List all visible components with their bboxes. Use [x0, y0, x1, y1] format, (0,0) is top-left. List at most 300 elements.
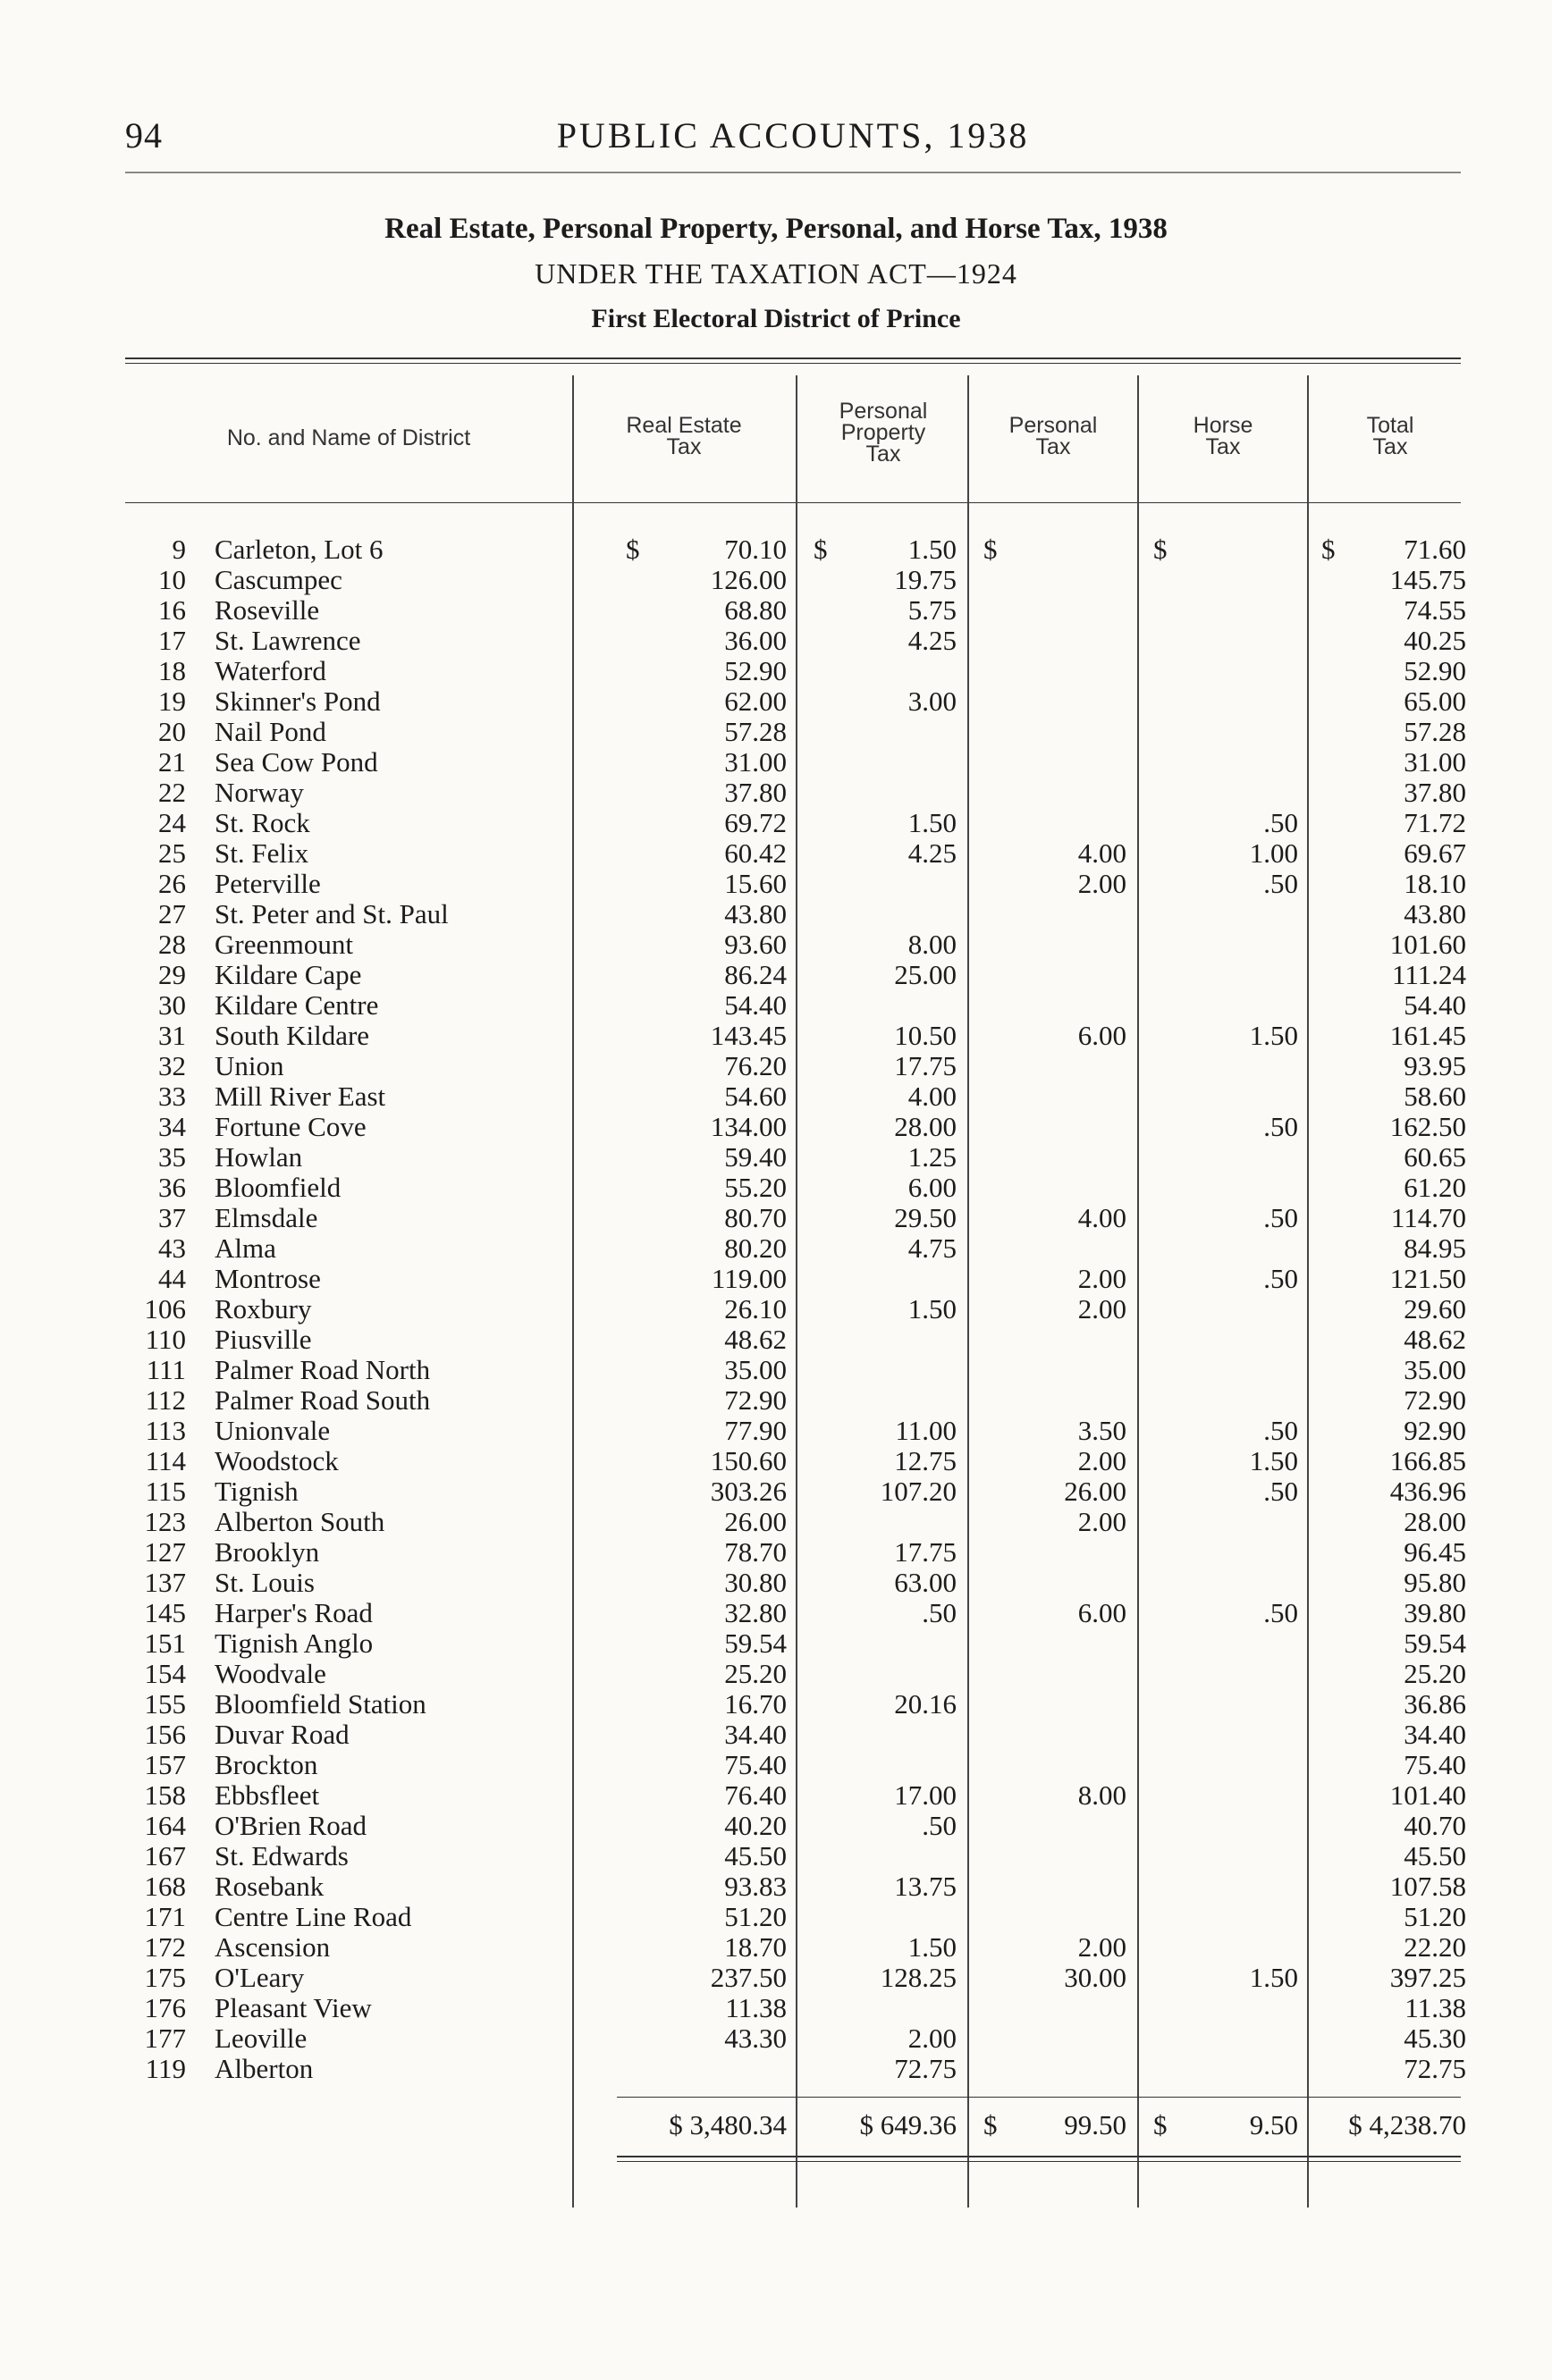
personal-property-tax: 8.00: [907, 929, 957, 960]
horse-tax: .50: [1263, 1263, 1298, 1294]
district-number: 21: [158, 746, 186, 778]
real-estate-tax: 55.20: [724, 1172, 787, 1203]
district-name: Cascumpec: [215, 565, 342, 595]
table-title: Real Estate, Personal Property, Personal, and Horse Tax, 1938: [384, 213, 1168, 245]
personal-property-tax: .50: [922, 1597, 957, 1628]
real-estate-tax: 76.40: [724, 1779, 787, 1811]
district-number: 35: [158, 1141, 186, 1173]
table-row: [0, 990, 1552, 1021]
real-estate-tax: 54.60: [724, 1081, 787, 1112]
real-estate-tax: 119.00: [711, 1263, 787, 1294]
real-estate-tax: 48.62: [724, 1324, 787, 1355]
district-name: Skinner's Pond: [215, 686, 381, 717]
horse-tax: 1.50: [1249, 1962, 1298, 1993]
header-personal-property: Personal Property Tax: [839, 399, 928, 467]
district-number: 172: [144, 1931, 186, 1963]
district-name: Alma: [215, 1233, 276, 1264]
table-row: [0, 1689, 1552, 1720]
district-number: 9: [172, 534, 186, 565]
table-row: [0, 2054, 1552, 2084]
table-row: [0, 1112, 1552, 1142]
total-tax: 61.20: [1404, 1172, 1466, 1203]
total-tax: 35.00: [1404, 1354, 1466, 1385]
personal-property-tax: 20.16: [894, 1688, 957, 1720]
total-tax: 45.50: [1404, 1840, 1466, 1871]
table-subtitle: UNDER THE TAXATION ACT—1924: [535, 257, 1017, 290]
total-tax: 75.40: [1404, 1749, 1466, 1780]
district-number: 176: [144, 1992, 186, 2023]
personal-tax: 4.00: [1077, 1202, 1126, 1233]
personal-property-tax: 1.50: [907, 1931, 957, 1963]
total-tax: 18.10: [1404, 868, 1466, 899]
district-number: 155: [144, 1688, 186, 1720]
total-tax: 58.60: [1404, 1081, 1466, 1112]
total-tax: 45.30: [1404, 2023, 1466, 2054]
district-number: 175: [144, 1962, 186, 1993]
district-name: Alberton: [215, 2054, 314, 2084]
horse-tax: .50: [1263, 1202, 1298, 1233]
total-tax: 54.40: [1404, 989, 1466, 1021]
district-number: 127: [144, 1536, 186, 1568]
district-name: Nail Pond: [215, 717, 326, 747]
total-tax: 162.50: [1389, 1111, 1466, 1142]
totals-bottom-rule-double: [617, 2161, 1461, 2162]
table-row: [0, 1932, 1552, 1963]
total-tax: 72.75: [1404, 2053, 1466, 2084]
total-tax: 57.28: [1404, 716, 1466, 747]
real-estate-tax: 26.00: [724, 1506, 787, 1537]
total-tax: 111.24: [1392, 959, 1466, 990]
table-row: [0, 1355, 1552, 1385]
horse-tax: .50: [1263, 1597, 1298, 1628]
district-number: 154: [144, 1658, 186, 1689]
district-name: Palmer Road North: [215, 1355, 431, 1385]
district-name: Centre Line Road: [215, 1902, 412, 1932]
personal-tax: 30.00: [1064, 1962, 1126, 1993]
district-name: Rosebank: [215, 1871, 325, 1902]
personal-property-tax: 1.50: [907, 534, 957, 565]
real-estate-tax: 52.90: [724, 655, 787, 686]
table-row: [0, 1507, 1552, 1537]
real-estate-tax: 77.90: [724, 1415, 787, 1446]
district-name: Greenmount: [215, 929, 353, 960]
table-row: [0, 838, 1552, 869]
total-tax: 161.45: [1389, 1020, 1466, 1051]
total-tax: 107.58: [1389, 1871, 1466, 1902]
real-estate-tax: 93.60: [724, 929, 787, 960]
personal-property-tax: 19.75: [894, 564, 957, 595]
table-row: [0, 1325, 1552, 1355]
total-horse-dollar: $: [1153, 2109, 1168, 2140]
district-name: Bloomfield Station: [215, 1689, 426, 1720]
table-row: [0, 565, 1552, 595]
currency-total: $: [1321, 534, 1336, 565]
table-row: [0, 899, 1552, 929]
table-row: [0, 1659, 1552, 1689]
table-row: [0, 1537, 1552, 1568]
district-name: St. Rock: [215, 808, 310, 838]
district-number: 43: [158, 1232, 186, 1264]
district-number: 32: [158, 1050, 186, 1081]
district-number: 119: [145, 2053, 186, 2084]
horse-tax: .50: [1263, 1476, 1298, 1507]
district-number: 110: [145, 1324, 186, 1355]
district-name: Leoville: [215, 2023, 308, 2054]
real-estate-tax: 11.38: [725, 1992, 787, 2023]
table-row: [0, 1294, 1552, 1325]
total-grand: $ 4,238.70: [1348, 2109, 1466, 2140]
total-tax: 92.90: [1404, 1415, 1466, 1446]
real-estate-tax: 80.20: [724, 1232, 787, 1264]
real-estate-tax: 69.72: [724, 807, 787, 838]
personal-tax: 3.50: [1077, 1415, 1126, 1446]
table-row: [0, 960, 1552, 990]
table-row: [0, 1173, 1552, 1203]
horse-tax: .50: [1263, 1415, 1298, 1446]
personal-property-tax: 4.25: [907, 837, 957, 869]
total-tax: 39.80: [1404, 1597, 1466, 1628]
district-name: St. Felix: [215, 838, 309, 869]
total-personal: 99.50: [1064, 2109, 1126, 2140]
table-row: [0, 1811, 1552, 1841]
total-tax: 22.20: [1404, 1931, 1466, 1963]
district-name: Montrose: [215, 1264, 321, 1294]
personal-property-tax: 72.75: [894, 2053, 957, 2084]
district-number: 111: [146, 1354, 186, 1385]
personal-tax: 4.00: [1077, 837, 1126, 869]
total-tax: 29.60: [1404, 1293, 1466, 1325]
real-estate-tax: 57.28: [724, 716, 787, 747]
district-title: First Electoral District of Prince: [591, 304, 961, 333]
total-tax: 101.40: [1389, 1779, 1466, 1811]
table-row: [0, 1142, 1552, 1173]
personal-property-tax: 1.25: [907, 1141, 957, 1173]
running-title: PUBLIC ACCOUNTS, 1938: [556, 115, 1030, 156]
real-estate-tax: 143.45: [710, 1020, 787, 1051]
district-name: Piusville: [215, 1325, 312, 1355]
personal-property-tax: 3.00: [907, 685, 957, 717]
real-estate-tax: 43.80: [724, 898, 787, 929]
table-row: [0, 869, 1552, 899]
real-estate-tax: 34.40: [724, 1719, 787, 1750]
district-name: Bloomfield: [215, 1173, 342, 1203]
district-number: 16: [158, 594, 186, 626]
personal-property-tax: 10.50: [894, 1020, 957, 1051]
real-estate-tax: 68.80: [724, 594, 787, 626]
total-tax: 28.00: [1404, 1506, 1466, 1537]
currency-personal: $: [983, 534, 998, 565]
table-row: [0, 686, 1552, 717]
district-number: 115: [145, 1476, 186, 1507]
real-estate-tax: 31.00: [724, 746, 787, 778]
personal-property-tax: 4.25: [907, 625, 957, 656]
district-name: Sea Cow Pond: [215, 747, 378, 778]
personal-property-tax: 5.75: [907, 594, 957, 626]
header-bottom-rule: [125, 502, 1461, 503]
personal-property-tax: 11.00: [895, 1415, 957, 1446]
district-name: Woodvale: [215, 1659, 326, 1689]
real-estate-tax: 30.80: [724, 1567, 787, 1598]
personal-property-tax: 25.00: [894, 959, 957, 990]
district-number: 167: [144, 1840, 186, 1871]
total-tax: 71.72: [1404, 807, 1466, 838]
district-number: 37: [158, 1202, 186, 1233]
table-row: [0, 929, 1552, 960]
real-estate-tax: 237.50: [710, 1962, 787, 1993]
district-number: 156: [144, 1719, 186, 1750]
real-estate-tax: 36.00: [724, 625, 787, 656]
district-number: 145: [144, 1597, 186, 1628]
personal-property-tax: 63.00: [894, 1567, 957, 1598]
table-row: [0, 626, 1552, 656]
district-number: 26: [158, 868, 186, 899]
real-estate-tax: 75.40: [724, 1749, 787, 1780]
real-estate-tax: 54.40: [724, 989, 787, 1021]
table-row: [0, 778, 1552, 808]
total-tax: 93.95: [1404, 1050, 1466, 1081]
horse-tax: 1.50: [1249, 1020, 1298, 1051]
total-tax: 48.62: [1404, 1324, 1466, 1355]
personal-property-tax: 28.00: [894, 1111, 957, 1142]
total-tax: 34.40: [1404, 1719, 1466, 1750]
total-horse: 9.50: [1249, 2109, 1298, 2140]
district-name: Ebbsfleet: [215, 1780, 320, 1811]
header-personal: Personal Tax: [1008, 413, 1098, 459]
total-tax: 84.95: [1404, 1232, 1466, 1264]
total-tax: 101.60: [1389, 929, 1466, 960]
table-row: [0, 1233, 1552, 1264]
total-tax: 25.20: [1404, 1658, 1466, 1689]
district-number: 114: [145, 1445, 186, 1476]
district-name: Waterford: [215, 656, 326, 686]
district-name: Union: [215, 1051, 284, 1081]
district-number: 158: [144, 1779, 186, 1811]
table-row: [0, 2023, 1552, 2054]
district-name: Harper's Road: [215, 1598, 373, 1628]
totals-top-rule: [617, 2097, 1461, 2098]
district-number: 22: [158, 777, 186, 808]
district-name: Alberton South: [215, 1507, 385, 1537]
table-row: [0, 1264, 1552, 1294]
table-top-rule: [125, 357, 1461, 359]
total-tax: 74.55: [1404, 594, 1466, 626]
table-row: [0, 1628, 1552, 1659]
district-name: St. Edwards: [215, 1841, 349, 1871]
total-tax: 72.90: [1404, 1384, 1466, 1416]
district-name: O'Brien Road: [215, 1811, 367, 1841]
district-name: Woodstock: [215, 1446, 339, 1476]
personal-tax: 26.00: [1064, 1476, 1126, 1507]
district-name: Brockton: [215, 1750, 318, 1780]
table-row: [0, 717, 1552, 747]
personal-property-tax: 1.50: [907, 807, 957, 838]
totals-row: [0, 2107, 1552, 2143]
total-tax: 59.54: [1404, 1627, 1466, 1659]
district-name: Roxbury: [215, 1294, 312, 1325]
district-number: 106: [144, 1293, 186, 1325]
real-estate-tax: 16.70: [724, 1688, 787, 1720]
horse-tax: 1.00: [1249, 837, 1298, 869]
district-number: 123: [144, 1506, 186, 1537]
personal-tax: 8.00: [1077, 1779, 1126, 1811]
header-real-estate: Real Estate Tax: [626, 413, 742, 459]
table-body: [0, 534, 1552, 2084]
header-total: Total Tax: [1366, 413, 1414, 459]
running-head: [125, 114, 1461, 168]
real-estate-tax: 78.70: [724, 1536, 787, 1568]
real-estate-tax: 303.26: [710, 1476, 787, 1507]
page-number: 94: [125, 115, 163, 156]
total-tax: 436.96: [1389, 1476, 1466, 1507]
district-number: 25: [158, 837, 186, 869]
real-estate-tax: 51.20: [724, 1901, 787, 1932]
real-estate-tax: 45.50: [724, 1840, 787, 1871]
currency-personal-property: $: [814, 534, 828, 565]
total-tax: 71.60: [1404, 534, 1466, 565]
district-name: Elmsdale: [215, 1203, 318, 1233]
personal-tax: 2.00: [1077, 1263, 1126, 1294]
total-tax: 65.00: [1404, 685, 1466, 717]
table-row: [0, 656, 1552, 686]
header-rule: [125, 172, 1461, 173]
personal-property-tax: 1.50: [907, 1293, 957, 1325]
total-tax: 51.20: [1404, 1901, 1466, 1932]
district-name: South Kildare: [215, 1021, 370, 1051]
district-number: 24: [158, 807, 186, 838]
total-tax: 69.67: [1404, 837, 1466, 869]
district-number: 33: [158, 1081, 186, 1112]
real-estate-tax: 43.30: [724, 2023, 787, 2054]
personal-tax: 2.00: [1077, 1931, 1126, 1963]
total-real-estate: $ 3,480.34: [669, 2109, 787, 2140]
total-tax: 36.86: [1404, 1688, 1466, 1720]
personal-property-tax: 17.00: [894, 1779, 957, 1811]
total-tax: 43.80: [1404, 898, 1466, 929]
real-estate-tax: 37.80: [724, 777, 787, 808]
district-name: Brooklyn: [215, 1537, 320, 1568]
table-row: [0, 747, 1552, 778]
total-tax: 60.65: [1404, 1141, 1466, 1173]
total-tax: 95.80: [1404, 1567, 1466, 1598]
real-estate-tax: 150.60: [710, 1445, 787, 1476]
personal-property-tax: 4.00: [907, 1081, 957, 1112]
real-estate-tax: 35.00: [724, 1354, 787, 1385]
district-name: Norway: [215, 778, 304, 808]
totals-bottom-rule: [617, 2156, 1461, 2157]
table-row: [0, 1780, 1552, 1811]
real-estate-tax: 126.00: [710, 564, 787, 595]
real-estate-tax: 15.60: [724, 868, 787, 899]
district-name: St. Peter and St. Paul: [215, 899, 449, 929]
real-estate-tax: 76.20: [724, 1050, 787, 1081]
total-tax: 397.25: [1389, 1962, 1466, 1993]
personal-tax: 2.00: [1077, 868, 1126, 899]
district-number: 17: [158, 625, 186, 656]
district-name: Duvar Road: [215, 1720, 350, 1750]
real-estate-tax: 134.00: [710, 1111, 787, 1142]
table-row: [0, 1750, 1552, 1780]
currency-real-estate: $: [626, 534, 640, 565]
total-tax: 40.70: [1404, 1810, 1466, 1841]
district-number: 34: [158, 1111, 186, 1142]
real-estate-tax: 60.42: [724, 837, 787, 869]
district-name: Unionvale: [215, 1416, 331, 1446]
real-estate-tax: 32.80: [724, 1597, 787, 1628]
district-name: Ascension: [215, 1932, 331, 1963]
total-tax: 40.25: [1404, 625, 1466, 656]
real-estate-tax: 59.54: [724, 1627, 787, 1659]
district-name: Roseville: [215, 595, 320, 626]
real-estate-tax: 80.70: [724, 1202, 787, 1233]
district-number: 168: [144, 1871, 186, 1902]
total-personal-dollar: $: [983, 2109, 998, 2140]
district-number: 20: [158, 716, 186, 747]
table-row: [0, 1568, 1552, 1598]
district-name: Fortune Cove: [215, 1112, 367, 1142]
real-estate-tax: 72.90: [724, 1384, 787, 1416]
table-row: [0, 1476, 1552, 1507]
table-row: [0, 595, 1552, 626]
table-row: [0, 1993, 1552, 2023]
personal-property-tax: 17.75: [894, 1050, 957, 1081]
district-number: 112: [145, 1384, 186, 1416]
personal-tax: 2.00: [1077, 1293, 1126, 1325]
table-row: [0, 1385, 1552, 1416]
horse-tax: .50: [1263, 868, 1298, 899]
district-number: 177: [144, 2023, 186, 2054]
personal-tax: 2.00: [1077, 1506, 1126, 1537]
district-number: 18: [158, 655, 186, 686]
horse-tax: .50: [1263, 807, 1298, 838]
table-row: [0, 534, 1552, 565]
total-tax: 121.50: [1389, 1263, 1466, 1294]
table-row: [0, 1720, 1552, 1750]
header-district: No. and Name of District: [226, 425, 471, 450]
real-estate-tax: 93.83: [724, 1871, 787, 1902]
district-number: 164: [144, 1810, 186, 1841]
personal-property-tax: 29.50: [894, 1202, 957, 1233]
total-tax: 96.45: [1404, 1536, 1466, 1568]
district-number: 171: [144, 1901, 186, 1932]
district-name: Pleasant View: [215, 1993, 372, 2023]
table-row: [0, 1446, 1552, 1476]
personal-tax: 2.00: [1077, 1445, 1126, 1476]
district-name: O'Leary: [215, 1963, 305, 1993]
total-tax: 166.85: [1389, 1445, 1466, 1476]
horse-tax: 1.50: [1249, 1445, 1298, 1476]
district-name: St. Lawrence: [215, 626, 361, 656]
real-estate-tax: 70.10: [724, 534, 787, 565]
total-tax: 37.80: [1404, 777, 1466, 808]
table-row: [0, 1871, 1552, 1902]
table-row: [0, 1416, 1552, 1446]
real-estate-tax: 86.24: [724, 959, 787, 990]
table-top-rule-double: [125, 363, 1461, 364]
table-row: [0, 1963, 1552, 1993]
table-row: [0, 1081, 1552, 1112]
total-tax: 145.75: [1389, 564, 1466, 595]
personal-property-tax: 2.00: [907, 2023, 957, 2054]
district-name: Howlan: [215, 1142, 303, 1173]
personal-property-tax: 17.75: [894, 1536, 957, 1568]
district-name: Carleton, Lot 6: [215, 534, 384, 565]
total-tax: 11.38: [1404, 1992, 1466, 2023]
real-estate-tax: 62.00: [724, 685, 787, 717]
real-estate-tax: 26.10: [724, 1293, 787, 1325]
table-row: [0, 808, 1552, 838]
district-number: 27: [158, 898, 186, 929]
real-estate-tax: 25.20: [724, 1658, 787, 1689]
